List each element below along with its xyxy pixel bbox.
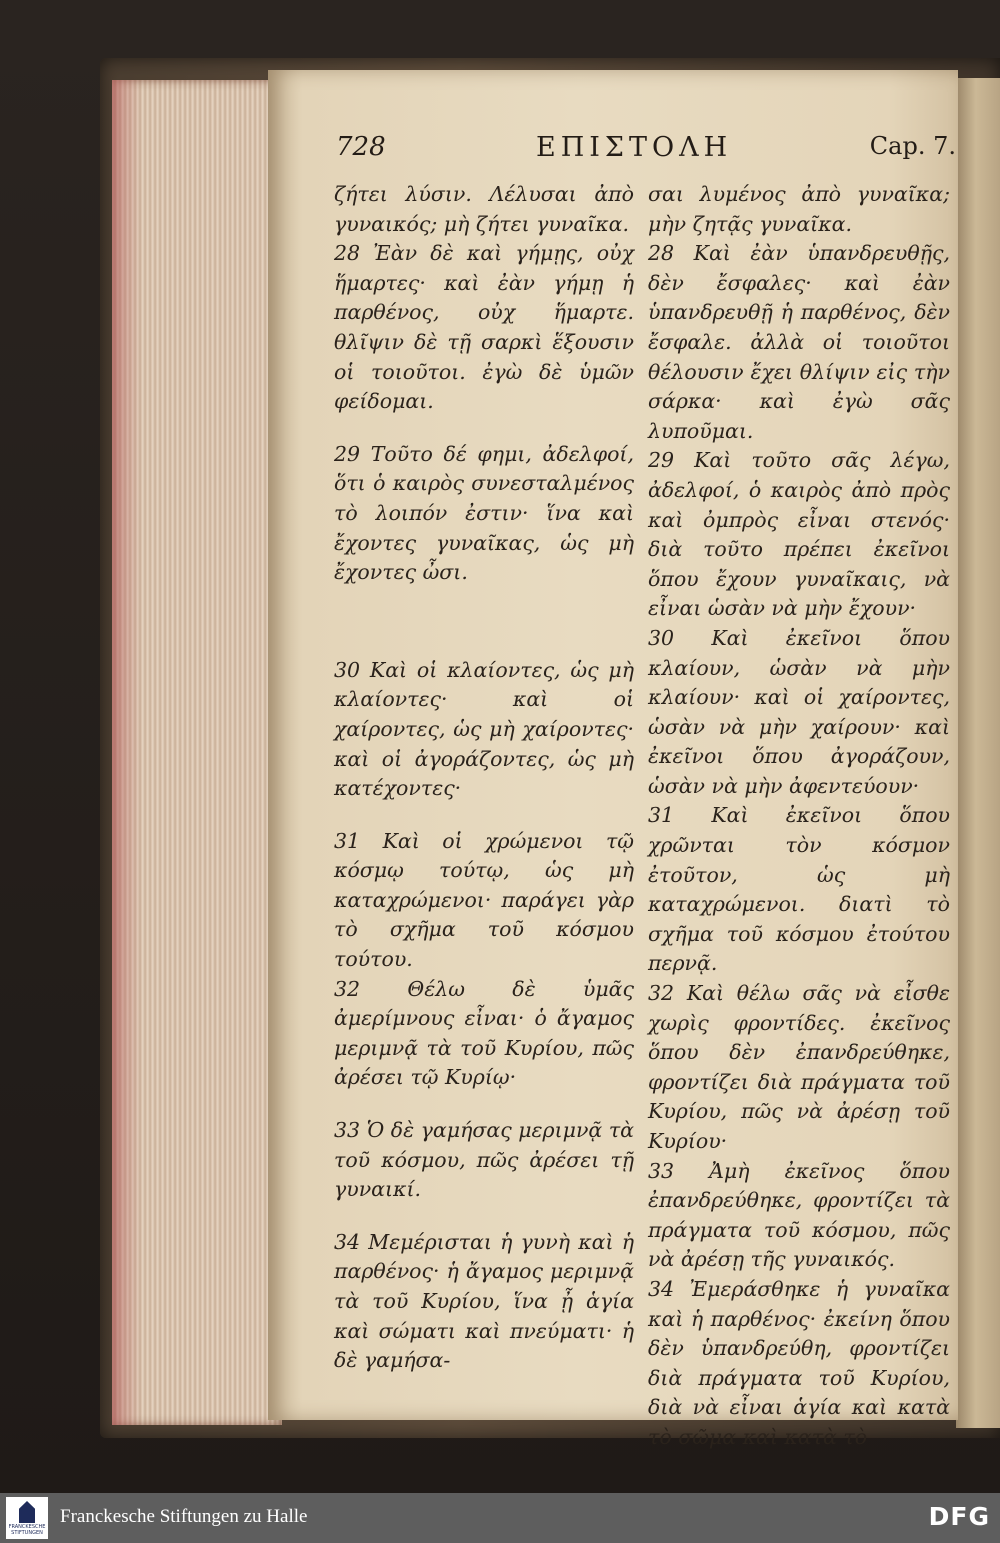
verse-27-cont-vern: σαι λυμένος ἀπὸ γυναῖκα; μὴν ζητᾷς γυναῖκα.	[648, 182, 950, 236]
verse-34-vern: 34 Ἐμεράσθηκε ἡ γυναῖκα καὶ ἡ παρθένος· ἐκείνη ὅπου δὲν ὑπανδρεύθη, φροντίζει διὰ πράγματα τοῦ Κυρίου, διὰ νὰ εἶναι ἁγία καὶ κατὰ τὸ σῶμα καὶ κατὰ τὸ	[648, 1276, 950, 1449]
building-icon	[19, 1501, 35, 1523]
running-title: ΕΠΙΣΤΟΛΗ	[536, 132, 733, 163]
footer-bar	[0, 1493, 1000, 1543]
greek-text-column	[334, 180, 634, 1376]
book-page	[268, 70, 958, 1449]
verse-30: 30 Καὶ οἱ κλαίοντες, ὡς μὴ κλαίοντες· καὶ οἱ χαίροντες, ὡς μὴ χαίροντες· καὶ οἱ ἀγοράζοντες, ὡς μὴ κατέχοντες·	[334, 657, 634, 801]
verse-32: 32 Θέλω δὲ ὑμᾶς ἀμερίμνους εἶναι· ὁ ἄγαμος μεριμνᾷ τὰ τοῦ Κυρίου, πῶς ἀρέσει τῷ Κυρίῳ·	[334, 976, 634, 1090]
verse-28-vern: 28 Καὶ ἐὰν ὑπανδρευθῇς, δὲν ἔσφαλες· καὶ ἐὰν ὑπανδρευθῇ ἡ παρθένος, δὲν ἔσφαλε. ἀλλὰ οἱ τοιοῦτοι θέλουσιν ἔχει θλίψιν εἰς τὴν σάρκα· καὶ ἐγὼ σᾶς λυποῦμαι.	[648, 241, 950, 443]
verse-33-vern: 33 Ἀμὴ ἐκεῖνος ὅπου ἐπανδρεύθηκε, φροντίζει τὰ πράγματα τοῦ κόσμου, πῶς νὰ ἀρέσῃ τῆς γυναικός.	[648, 1158, 950, 1272]
verse-34: 34 Μεμέρισται ἡ γυνὴ καὶ ἡ παρθένος· ἡ ἄγαμος μεριμνᾷ τὰ τοῦ Κυρίου, ἵνα ᾖ ἁγία καὶ σώματι καὶ πνεύματι· ἡ δὲ γαμήσα-	[334, 1229, 634, 1373]
verse-31-vern: 31 Καὶ ἐκεῖνοι ὅπου χρῶνται τὸν κόσμον ἐτοῦτον, ὡς μὴ καταχρώμενοι. διατὶ τὸ σχῆμα τοῦ κόσμου ἐτούτου περνᾷ.	[648, 803, 950, 976]
verse-31: 31 Καὶ οἱ χρώμενοι τῷ κόσμῳ τούτῳ, ὡς μὴ καταχρώμενοι· παράγει γὰρ τὸ σχῆμα τοῦ κόσμου τούτου.	[334, 828, 634, 972]
verse-32-vern: 32 Καὶ θέλω σᾶς νὰ εἶσθε χωρὶς φροντίδες. ἐκεῖνος ὅπου δὲν ἐπανδρεύθηκε, φροντίζει διὰ πράγματα τοῦ Κυρίου, πῶς νὰ ἀρέσῃ τοῦ Κυρίου·	[648, 981, 950, 1153]
vernacular-text-column	[648, 180, 950, 1453]
dfg-logo[interactable]: DFG	[928, 1502, 990, 1531]
institution-logo[interactable]	[6, 1497, 48, 1539]
verse-27-cont: ζήτει λύσιν. Λέλυσαι ἀπὸ γυναικός; μὴ ζήτει γυναῖκα.	[334, 182, 634, 236]
chapter-label: Cap. 7.	[869, 132, 956, 160]
page-header	[336, 132, 956, 182]
verse-29: 29 Τοῦτο δέ φημι, ἀδελφοί, ὅτι ὁ καιρὸς συνεσταλμένος τὸ λοιπόν ἐστιν· ἵνα καὶ ἔχοντες γυναῖκας, ὡς μὴ ἔχοντες ὦσι.	[334, 441, 634, 585]
page-number: 728	[336, 132, 386, 162]
logo-text: FRANCKESCHE STIFTUNGEN	[8, 1524, 46, 1536]
verse-29-vern: 29 Καὶ τοῦτο σᾶς λέγω, ἀδελφοί, ὁ καιρὸς ἀπὸ πρὸς καὶ ὀμπρὸς εἶναι στενός· διὰ τοῦτο πρέπει ἐκεῖνοι ὅπου ἔχουν γυναῖκαις, νὰ εἶναι ὡσὰν νὰ μὴν ἔχουν·	[648, 448, 950, 621]
verse-33: 33 Ὁ δὲ γαμήσας μεριμνᾷ τὰ τοῦ κόσμου, πῶς ἀρέσει τῇ γυναικί.	[334, 1118, 634, 1202]
page-edges	[112, 80, 282, 1425]
verse-30-vern: 30 Καὶ ἐκεῖνοι ὅπου κλαίουν, ὡσὰν νὰ μὴν κλαίουν· καὶ οἱ χαίροντες, ὡσὰν νὰ μὴν χαίρουν· καὶ ἐκεῖνοι ὅπου ἀγοράζουν, ὡσὰν νὰ μὴν ἀφεντεύουν·	[648, 625, 950, 798]
verse-28: 28 Ἐὰν δὲ καὶ γήμῃς, οὐχ ἥμαρτες· καὶ ἐὰν γήμῃ ἡ παρθένος, οὐχ ἥμαρτε. θλῖψιν δὲ τῇ σαρκὶ ἕξουσιν οἱ τοιοῦτοι. ἐγὼ δὲ ὑμῶν φείδομαι.	[334, 241, 634, 414]
institution-name[interactable]: Franckesche Stiftungen zu Halle	[60, 1506, 308, 1527]
facing-page-edge	[956, 78, 1000, 1428]
